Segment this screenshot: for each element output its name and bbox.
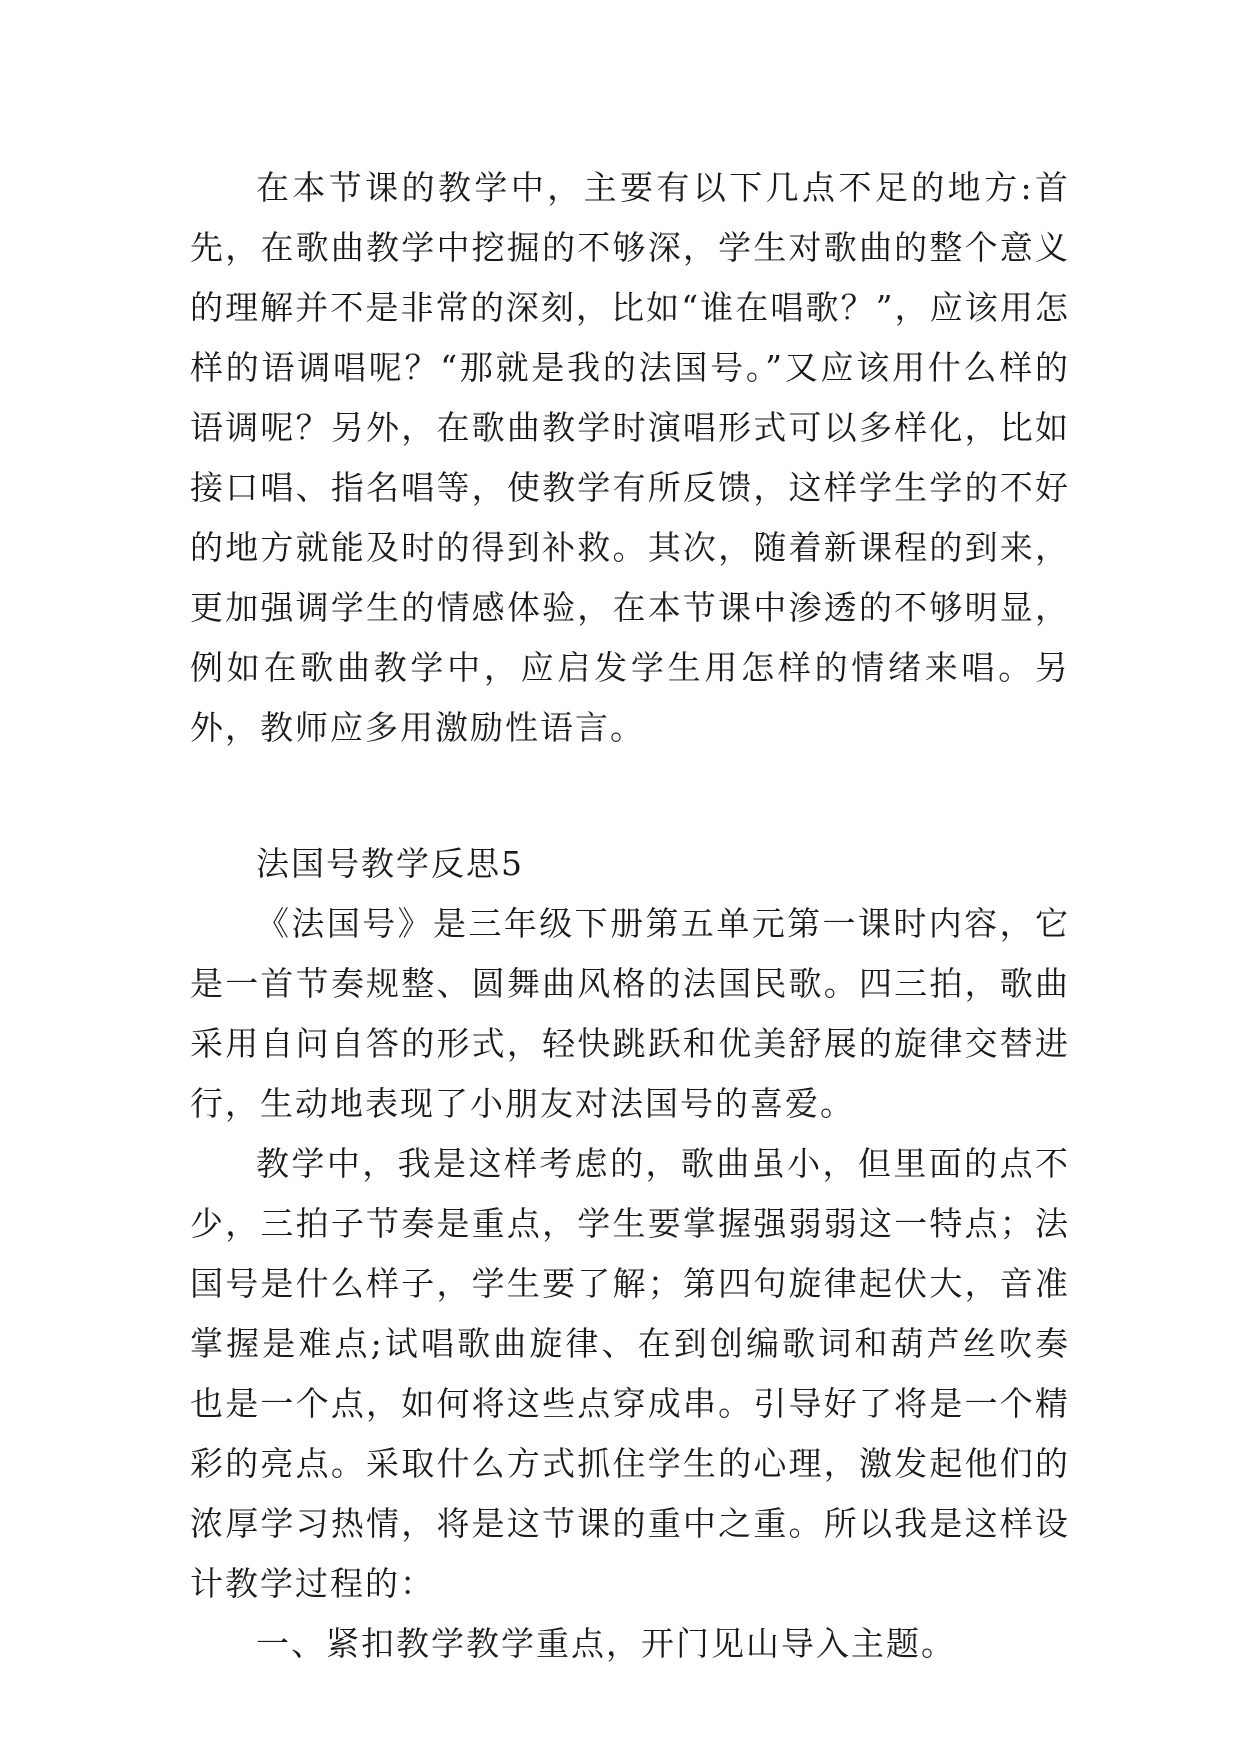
paragraph: 教学中，我是这样考虑的，歌曲虽小，但里面的点不少，三拍子节奏是重点，学生要掌握强弱弱这一特点；法国号是什么样子，学生要了解；第四句旋律起伏大，音准掌握是难点;试唱歌曲旋律、在到创编歌词和葫芦丝吹奏也是一个点，如何将这些点穿成串。引导好了将是一个精彩的亮点。采取什么方式抓住学生的心理，激发起他们的浓厚学习热情，将是这节课的重中之重。所以我是这样设计教学过程的： <box>190 1144 1070 1603</box>
paragraph: 《法国号》是三年级下册第五单元第一课时内容，它是一首节奏规整、圆舞曲风格的法国民歌。四三拍，歌曲采用自问自答的形式，轻快跳跃和优美舒展的旋律交替进行，生动地表现了小朋友对法国号的喜爱。 <box>190 904 1070 1123</box>
paragraph-spacer <box>190 758 1070 834</box>
paragraph: 在本节课的教学中，主要有以下几点不足的地方:首先，在歌曲教学中挖掘的不够深，学生对歌曲的整个意义的理解并不是非常的深刻，比如“谁在唱歌？”，应该用怎样的语调唱呢？“那就是我的法国号。”又应该用什么样的语调呢？另外，在歌曲教学时演唱形式可以多样化，比如接口唱、指名唱等，使教学有所反馈，这样学生学的不好的地方就能及时的得到补救。其次，随着新课程的到来，更加强调学生的情感体验，在本节课中渗透的不够明显，例如在歌曲教学中，应启发学生用怎样的情绪来唱。另外，教师应多用激励性语言。 <box>190 168 1070 747</box>
document-body <box>190 158 1070 1674</box>
paragraph: 一、紧扣教学教学重点，开门见山导入主题。 <box>256 1624 956 1663</box>
section-title: 法国号教学反思5 <box>256 844 524 883</box>
